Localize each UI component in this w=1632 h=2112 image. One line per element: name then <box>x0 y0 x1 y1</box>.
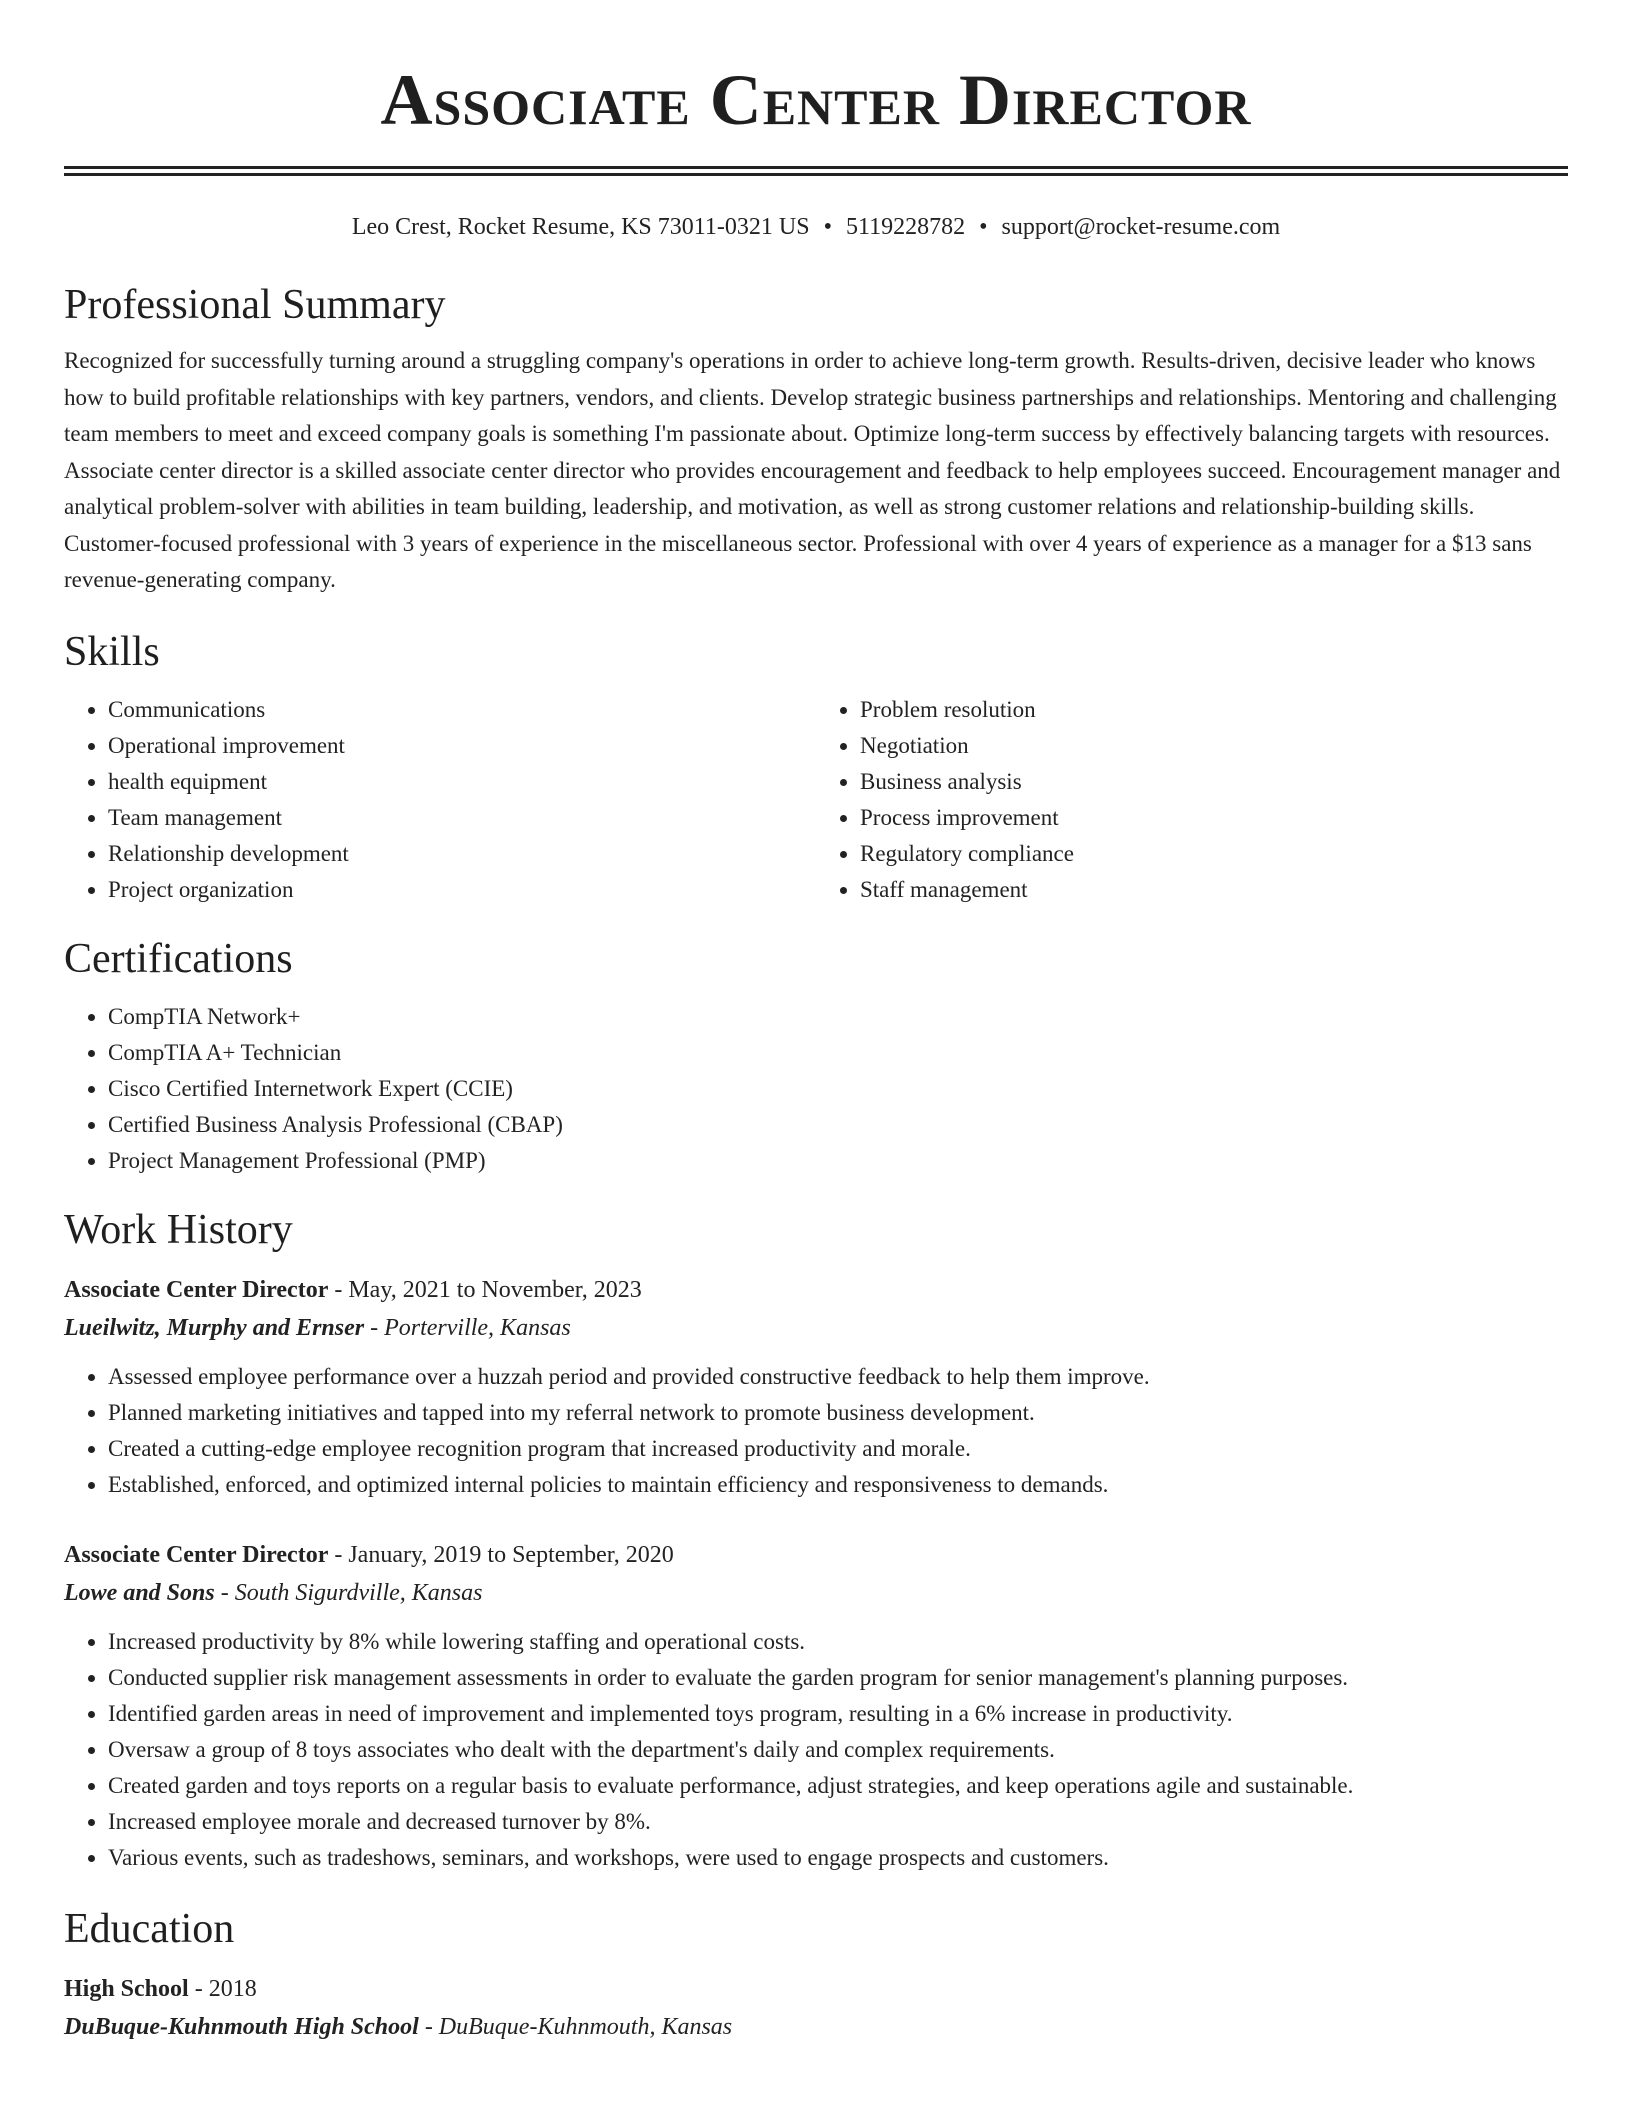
skills-columns <box>64 692 1568 908</box>
job-bullet: • Increased employee morale and decreased turnover by 8%. <box>108 1804 1568 1840</box>
skills-right-list <box>816 692 1568 908</box>
certification-item: • Project Management Professional (PMP) <box>108 1143 1568 1179</box>
skill-item: • Operational improvement <box>108 728 816 764</box>
skill-item: • Project organization <box>108 872 816 908</box>
contact-separator: • <box>979 214 988 240</box>
job-company-line <box>64 1574 1568 1612</box>
job-location: - South Sigurdville, Kansas <box>214 1579 483 1606</box>
contact-address: Leo Crest, Rocket Resume, KS 73011-0321 US <box>351 214 810 240</box>
job-bullet: • Assessed employee performance over a huzzah period and provided constructive feedback to help them improve. <box>108 1359 1568 1395</box>
certifications-heading: Certifications <box>64 935 293 982</box>
job-title: Associate Center Director <box>64 1541 329 1568</box>
contact-line <box>64 212 1568 242</box>
job-bullet: • Oversaw a group of 8 toys associates who dealt with the department's daily and complex requirements. <box>108 1732 1568 1768</box>
education-heading: Education <box>64 1905 235 1952</box>
certification-item: • CompTIA Network+ <box>108 999 1568 1035</box>
education-school-line <box>64 2008 1568 2046</box>
job-company: Lowe and Sons <box>64 1579 215 1606</box>
skills-heading: Skills <box>64 628 160 675</box>
education-degree-line <box>64 1970 1568 2008</box>
summary-section <box>64 280 1568 599</box>
skill-item: • Relationship development <box>108 836 816 872</box>
job-dates: - January, 2019 to September, 2020 <box>328 1541 674 1568</box>
education-year: - 2018 <box>188 1975 257 2002</box>
certification-item: • CompTIA A+ Technician <box>108 1035 1568 1071</box>
resume-title: Associate Center Director <box>380 60 1252 140</box>
skill-item: • Regulatory compliance <box>860 836 1568 872</box>
job-title-line <box>64 1271 1568 1309</box>
skill-item: • Negotiation <box>860 728 1568 764</box>
certification-item: • Cisco Certified Internetwork Expert (CCIE) <box>108 1071 1568 1107</box>
certifications-list <box>64 999 1568 1179</box>
job-bullet: • Various events, such as tradeshows, seminars, and workshops, were used to engage prospects and customers. <box>108 1840 1568 1876</box>
skill-item: • Business analysis <box>860 764 1568 800</box>
job-dates: - May, 2021 to November, 2023 <box>328 1276 642 1303</box>
job-bullet: • Established, enforced, and optimized internal policies to maintain efficiency and responsiveness to demands. <box>108 1467 1568 1503</box>
education-degree: High School <box>64 1975 189 2002</box>
job-company-line <box>64 1309 1568 1347</box>
skill-item: • Communications <box>108 692 816 728</box>
skill-item: • Problem resolution <box>860 692 1568 728</box>
job-entry <box>64 1536 1568 1876</box>
title-divider <box>64 166 1568 176</box>
job-location: - Porterville, Kansas <box>364 1314 571 1341</box>
job-company: Lueilwitz, Murphy and Ernser <box>64 1314 365 1341</box>
skills-left-list <box>64 692 816 908</box>
skill-item: • Process improvement <box>860 800 1568 836</box>
skill-item: • health equipment <box>108 764 816 800</box>
job-bullet: • Created a cutting-edge employee recognition program that increased productivity and morale. <box>108 1431 1568 1467</box>
job-bullet: • Conducted supplier risk management assessments in order to evaluate the garden program for senior management's planning purposes. <box>108 1660 1568 1696</box>
job-bullet-list <box>64 1359 1568 1503</box>
job-bullet-list <box>64 1624 1568 1876</box>
education-section <box>64 1904 1568 2046</box>
job-bullet: • Planned marketing initiatives and tapped into my referral network to promote business development. <box>108 1395 1568 1431</box>
job-title: Associate Center Director <box>64 1276 329 1303</box>
work-history-section <box>64 1205 1568 1876</box>
skills-section <box>64 627 1568 908</box>
education-school: DuBuque-Kuhnmouth High School <box>64 2013 419 2040</box>
summary-text: Recognized for successfully turning around a struggling company's operations in order to achieve long-term growth. Results-driven, decisive leader who knows how to build profitable relationships with key partners, vendors, and clients. Develop strategic business partnerships and relationships. Mentoring and challenging team members to meet and exceed company goals is something I'm passionate about. Optimize long-term success by effectively balancing targets with resources. Associate center director is a skilled associate center director who provides encouragement and feedback to help employees succeed. Encouragement manager and analytical problem-solver with abilities in team building, leadership, and motivation, as well as strong customer relations and relationship-building skills. Customer-focused professional with 3 years of experience in the miscellaneous sector. Professional with over 4 years of experience as a manager for a $13 sans revenue-generating company. <box>64 348 1561 592</box>
job-bullet: • Created garden and toys reports on a regular basis to evaluate performance, adjust strategies, and keep operations agile and sustainable. <box>108 1768 1568 1804</box>
certifications-section <box>64 934 1568 1179</box>
job-entry <box>64 1271 1568 1503</box>
summary-heading: Professional Summary <box>64 282 446 328</box>
skill-item: • Team management <box>108 800 816 836</box>
job-title-line <box>64 1536 1568 1574</box>
skill-item: • Staff management <box>860 872 1568 908</box>
contact-email[interactable]: support@rocket-resume.com <box>1001 214 1281 240</box>
contact-separator: • <box>823 214 832 240</box>
contact-phone: 5119228782 <box>845 214 966 240</box>
education-location: - DuBuque-Kuhnmouth, Kansas <box>418 2013 733 2040</box>
job-bullet: • Increased productivity by 8% while lowering staffing and operational costs. <box>108 1624 1568 1660</box>
work-history-heading: Work History <box>64 1206 293 1253</box>
job-bullet: • Identified garden areas in need of improvement and implemented toys program, resulting in a 6% increase in productivity. <box>108 1696 1568 1732</box>
certification-item: • Certified Business Analysis Professional (CBAP) <box>108 1107 1568 1143</box>
